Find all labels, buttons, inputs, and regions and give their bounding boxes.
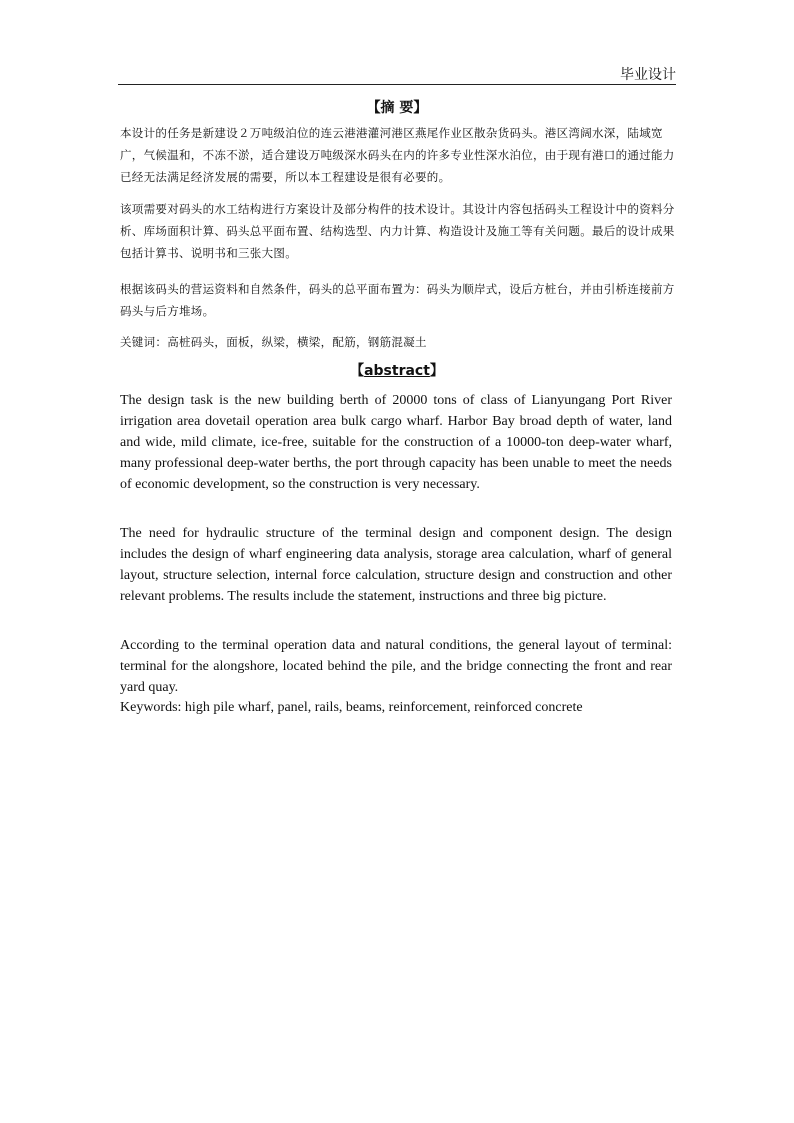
abstract-zh-paragraph-3: 根据该码头的营运资料和自然条件，码头的总平面布置为：码头为顺岸式，设后方桩台，并由引桥连接前方码头与后方堆场。 (120, 282, 675, 318)
abstract-en-paragraph-1: The design task is the new building berth of 20000 tons of class of Lianyungang Port River irrigation area dovetail operation area bulk cargo wharf. Harbor Bay broad depth of water, land and wide, mild climate, ice-free, suitable for the construction of a 10000-ton deep-water wharf, many professional deep-water berths, the port through capacity has been unable to meet the needs of economic development, so the construction is very necessary. (120, 393, 672, 492)
page-header (118, 62, 676, 85)
abstract-en-keywords: Keywords: high pile wharf, panel, rails, beams, reinforcement, reinforced concrete (120, 700, 583, 715)
heading-bracket-right: 】 (429, 363, 444, 379)
abstract-en-heading-word: abstract (364, 363, 430, 379)
header-title: 毕业设计 (620, 67, 676, 83)
abstract-zh-paragraph-1: 本设计的任务是新建设２万吨级泊位的连云港港灌河港区燕尾作业区散杂货码头。港区湾阔水深，陆域宽广，气候温和，不冻不淤，适合建设万吨级深水码头在内的许多专业性深水泊位，由于现有港口的通过能力已经无法满足经济发展的需要，所以本工程建设是很有必要的。 (120, 126, 675, 184)
heading-bracket-left: 【 (350, 363, 365, 379)
abstract-zh-keywords: 关键词：高桩码头，面板，纵梁，横梁，配筋，钢筋混凝土 (120, 335, 427, 349)
abstract-en-paragraph-3: According to the terminal operation data and natural conditions, the general layout of terminal: terminal for the alongshore, located behind the pile, and the bridge connecting the front and rear yard quay. (120, 638, 672, 695)
abstract-en-paragraph-2: The need for hydraulic structure of the terminal design and component design. The design includes the design of wharf engineering data analysis, storage area calculation, wharf of general layout, structure selection, internal force calculation, structure design and construction and other relevant problems. The results include the statement, instructions and three big picture. (120, 526, 672, 604)
abstract-en-heading (0, 360, 794, 380)
abstract-zh-paragraph-2: 该项需要对码头的水工结构进行方案设计及部分构件的技术设计。其设计内容包括码头工程设计中的资料分析、库场面积计算、码头总平面布置、结构选型、内力计算、构造设计及施工等有关问题。最后的设计成果包括计算书、说明书和三张大图。 (120, 202, 675, 260)
abstract-zh-heading: 【摘 要】 (366, 100, 428, 116)
